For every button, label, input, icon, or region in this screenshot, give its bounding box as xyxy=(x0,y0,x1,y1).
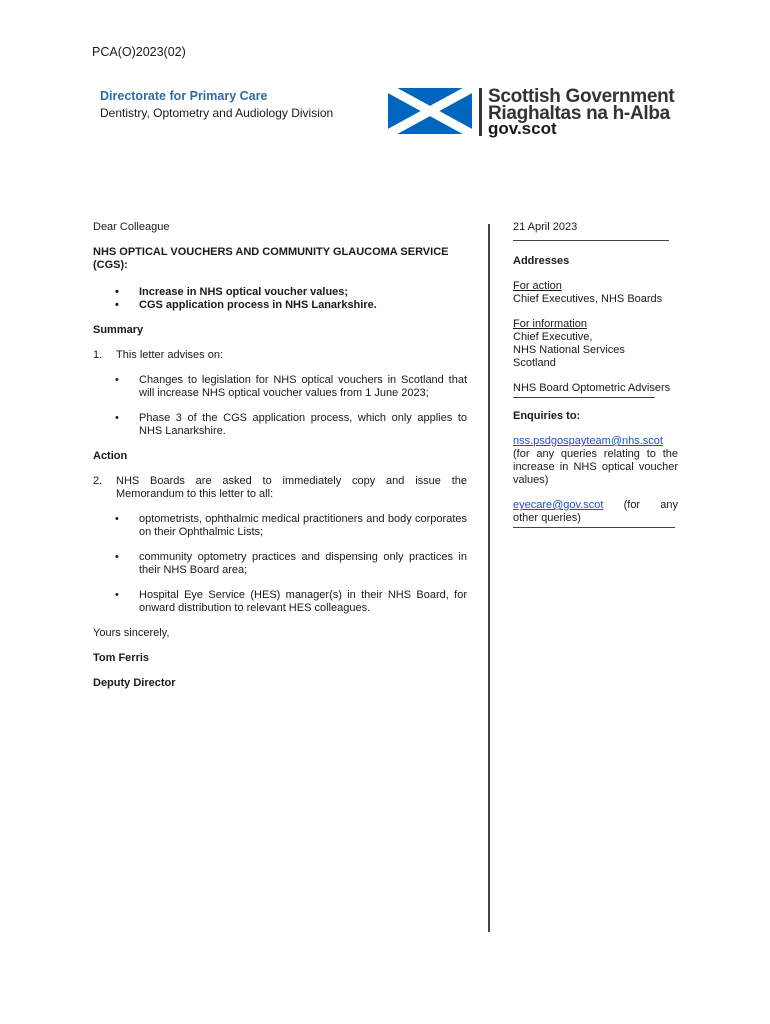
subject-point: • CGS application process in NHS Lanarkshire. xyxy=(93,299,467,312)
subject-points xyxy=(93,286,467,312)
for-action-label: For action xyxy=(513,280,562,292)
list-item: • Hospital Eye Service (HES) manager(s) in their NHS Board, for onward distribution to relevant HES colleagues. xyxy=(93,589,467,615)
sidebar-rule xyxy=(513,397,655,398)
letter-subject: NHS OPTICAL VOUCHERS AND COMMUNITY GLAUCOMA SERVICE (CGS): xyxy=(93,246,449,271)
enquiries-heading: Enquiries to: xyxy=(513,410,581,422)
optometric-advisers: NHS Board Optometric Advisers xyxy=(513,382,671,394)
signatory-title: Deputy Director xyxy=(93,677,176,689)
column-divider xyxy=(488,224,490,932)
division-name: Dentistry, Optometry and Audiology Division xyxy=(100,106,334,120)
paragraph-1-list xyxy=(93,374,467,438)
subject-point: • Increase in NHS optical voucher values; xyxy=(93,286,467,299)
email-note: (for any queries relating to the increase in NHS optical voucher values) xyxy=(513,448,678,486)
paragraph-text: NHS Boards are asked to immediately copy and issue the Memorandum to this letter to all: xyxy=(116,475,467,500)
for-information-label: For information xyxy=(513,318,587,330)
directorate-title: Directorate for Primary Care xyxy=(100,89,268,103)
for-information-line: Chief Executive, xyxy=(513,331,593,343)
document-reference: PCA(O)2023(02) xyxy=(92,45,186,59)
logo-text-domain: gov.scot xyxy=(488,119,557,138)
paragraph-2 xyxy=(93,475,467,501)
email-link-eyecare[interactable]: eyecare@gov.scot xyxy=(513,499,604,511)
email-note-part: any xyxy=(660,499,678,511)
saltire-flag-icon xyxy=(388,88,472,134)
summary-heading: Summary xyxy=(93,324,144,336)
for-action-text: Chief Executives, NHS Boards xyxy=(513,293,663,305)
paragraph-1 xyxy=(93,349,467,362)
sidebar xyxy=(513,221,678,542)
for-information-line: Scotland xyxy=(513,357,556,369)
for-information-line: NHS National Services xyxy=(513,344,625,356)
paragraph-number: 1. xyxy=(93,349,103,361)
logo-text-english: Scottish Government xyxy=(488,86,675,107)
list-item: • Changes to legislation for NHS optical vouchers in Scotland that will increase NHS optical voucher values from 1 June 2023; xyxy=(93,374,467,400)
signatory-name: Tom Ferris xyxy=(93,652,150,664)
paragraph-number: 2. xyxy=(93,475,103,487)
scottish-government-logo xyxy=(388,86,680,138)
letter-date: 21 April 2023 xyxy=(513,221,578,233)
closing: Yours sincerely, xyxy=(93,627,170,639)
action-heading: Action xyxy=(93,450,128,462)
list-item: • community optometry practices and dispensing only practices in their NHS Board area; xyxy=(93,551,467,577)
logo-text-gaelic: Riaghaltas na h-Alba xyxy=(488,103,670,124)
sidebar-rule xyxy=(513,240,669,241)
letter-body xyxy=(93,221,467,690)
paragraph-text: This letter advises on: xyxy=(116,349,223,361)
greeting: Dear Colleague xyxy=(93,221,170,233)
email-line-eyecare xyxy=(513,499,678,512)
logo-divider xyxy=(479,88,482,136)
email-note-part: (for xyxy=(623,499,641,511)
sidebar-rule xyxy=(513,527,675,528)
paragraph-2-list xyxy=(93,513,467,615)
list-item: • Phase 3 of the CGS application process, which only applies to NHS Lanarkshire. xyxy=(93,412,467,438)
email-link-psd[interactable]: nss.psdgospayteam@nhs.scot xyxy=(513,435,663,447)
email-note: other queries) xyxy=(513,512,581,524)
addresses-heading: Addresses xyxy=(513,255,570,267)
list-item: • optometrists, ophthalmic medical practitioners and body corporates on their Ophthalmic Lists; xyxy=(93,513,467,539)
